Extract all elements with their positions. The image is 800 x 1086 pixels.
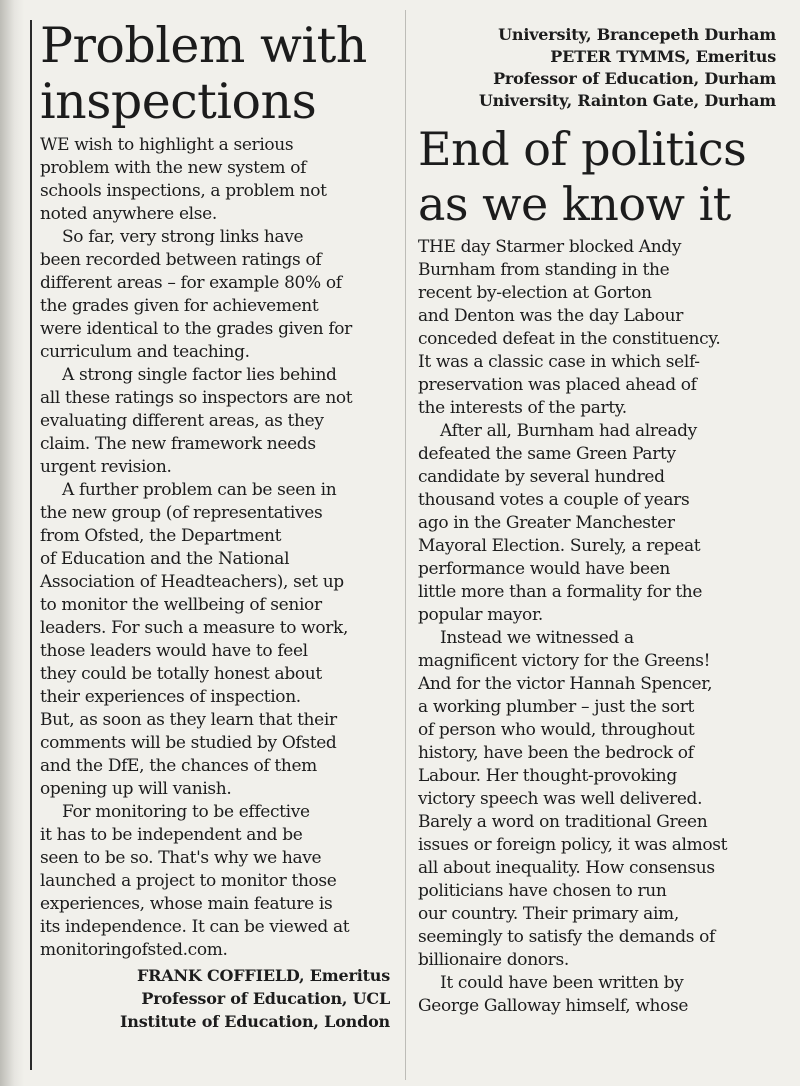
signature-line: Professor of Education, UCL	[141, 989, 390, 1008]
body-text-line: those leaders would have to feel	[40, 641, 308, 661]
body-text-line: THE day Starmer blocked Andy	[418, 237, 682, 257]
body-text-line: performance would have been	[418, 559, 671, 579]
headline-line: inspections	[40, 73, 317, 130]
headline-line: Problem with	[40, 17, 367, 74]
signature-line: PETER TYMMS, Emeritus	[550, 47, 776, 66]
letter-left-headline	[40, 18, 400, 130]
previous-letter-signature	[418, 24, 780, 112]
letter-right-body	[418, 236, 780, 1018]
body-text-line: the interests of the party.	[418, 398, 627, 418]
body-text-line: all these ratings so inspectors are not	[40, 388, 353, 408]
body-text-line: popular mayor.	[418, 605, 543, 625]
body-text-line: After all, Burnham had already	[440, 421, 697, 441]
letter-right-column	[418, 24, 780, 1018]
body-text-line: WE wish to highlight a serious	[40, 135, 294, 155]
signature-line: FRANK COFFIELD, Emeritus	[137, 966, 390, 985]
body-text-line: And for the victor Hannah Spencer,	[418, 674, 713, 694]
body-text-line: preservation was placed ahead of	[418, 375, 697, 395]
column-rule-middle	[405, 10, 406, 1080]
body-text-line: candidate by several hundred	[418, 467, 665, 487]
body-text-line: leaders. For such a measure to work,	[40, 618, 349, 638]
letter-left-signature	[40, 964, 400, 1033]
body-text-line: claim. The new framework needs	[40, 434, 316, 454]
body-text-line: George Galloway himself, whose	[418, 996, 689, 1016]
body-text-line: been recorded between ratings of	[40, 250, 322, 270]
body-text-line: our country. Their primary aim,	[418, 904, 679, 924]
headline-line: End of politics	[418, 122, 747, 176]
body-text-line: urgent revision.	[40, 457, 172, 477]
body-text-line: to monitor the wellbeing of senior	[40, 595, 322, 615]
body-text-line: a working plumber – just the sort	[418, 697, 694, 717]
body-text-line: its independence. It can be viewed at	[40, 917, 350, 937]
body-text-line: comments will be studied by Ofsted	[40, 733, 337, 753]
signature-line: University, Rainton Gate, Durham	[478, 91, 776, 110]
body-text-line: It was a classic case in which self-	[418, 352, 700, 372]
letter-left-column	[40, 18, 400, 1033]
body-text-line: of person who would, throughout	[418, 720, 695, 740]
body-text-line: conceded defeat in the constituency.	[418, 329, 721, 349]
body-text-line: launched a project to monitor those	[40, 871, 337, 891]
column-rule-left	[30, 20, 32, 1070]
body-text-line: recent by-election at Gorton	[418, 283, 652, 303]
body-text-line: history, have been the bedrock of	[418, 743, 694, 763]
letter-right-headline	[418, 122, 780, 232]
letter-left-body	[40, 134, 400, 962]
body-text-line: magnificent victory for the Greens!	[418, 651, 711, 671]
body-text-line: It could have been written by	[440, 973, 684, 993]
body-text-line: evaluating different areas, as they	[40, 411, 324, 431]
body-text-line: their experiences of inspection.	[40, 687, 301, 707]
body-text-line: curriculum and teaching.	[40, 342, 250, 362]
body-text-line: the grades given for achievement	[40, 296, 319, 316]
body-text-line: seemingly to satisfy the demands of	[418, 927, 715, 947]
body-text-line: schools inspections, a problem not	[40, 181, 327, 201]
signature-line: Institute of Education, London	[120, 1012, 390, 1031]
body-text-line: For monitoring to be effective	[62, 802, 310, 822]
body-text-line: Burnham from standing in the	[418, 260, 670, 280]
body-text-line: little more than a formality for the	[418, 582, 703, 602]
body-text-line: A strong single factor lies behind	[62, 365, 337, 385]
body-text-line: Labour. Her thought-provoking	[418, 766, 677, 786]
signature-line: Professor of Education, Durham	[493, 69, 776, 88]
body-text-line: A further problem can be seen in	[62, 480, 337, 500]
body-text-line: ago in the Greater Manchester	[418, 513, 675, 533]
page-edge-shadow	[0, 0, 24, 1086]
body-text-line: opening up will vanish.	[40, 779, 232, 799]
headline-line: as we know it	[418, 177, 731, 231]
body-text-line: monitoringofsted.com.	[40, 940, 228, 960]
body-text-line: experiences, whose main feature is	[40, 894, 333, 914]
signature-line: University, Brancepeth Durham	[498, 25, 776, 44]
body-text-line: So far, very strong links have	[62, 227, 304, 247]
body-text-line: Barely a word on traditional Green	[418, 812, 708, 832]
body-text-line: problem with the new system of	[40, 158, 307, 178]
body-text-line: the new group (of representatives	[40, 503, 323, 523]
body-text-line: and Denton was the day Labour	[418, 306, 683, 326]
body-text-line: were identical to the grades given for	[40, 319, 352, 339]
body-text-line: noted anywhere else.	[40, 204, 217, 224]
body-text-line: from Ofsted, the Department	[40, 526, 282, 546]
body-text-line: thousand votes a couple of years	[418, 490, 690, 510]
body-text-line: issues or foreign policy, it was almost	[418, 835, 728, 855]
body-text-line: Instead we witnessed a	[440, 628, 634, 648]
body-text-line: billionaire donors.	[418, 950, 569, 970]
body-text-line: defeated the same Green Party	[418, 444, 676, 464]
body-text-line: But, as soon as they learn that their	[40, 710, 337, 730]
body-text-line: politicians have chosen to run	[418, 881, 667, 901]
body-text-line: all about inequality. How consensus	[418, 858, 715, 878]
body-text-line: and the DfE, the chances of them	[40, 756, 317, 776]
body-text-line: Mayoral Election. Surely, a repeat	[418, 536, 701, 556]
body-text-line: it has to be independent and be	[40, 825, 303, 845]
body-text-line: they could be totally honest about	[40, 664, 322, 684]
body-text-line: of Education and the National	[40, 549, 290, 569]
body-text-line: victory speech was well delivered.	[418, 789, 703, 809]
body-text-line: different areas – for example 80% of	[40, 273, 342, 293]
body-text-line: seen to be so. That's why we have	[40, 848, 322, 868]
body-text-line: Association of Headteachers), set up	[40, 572, 344, 592]
